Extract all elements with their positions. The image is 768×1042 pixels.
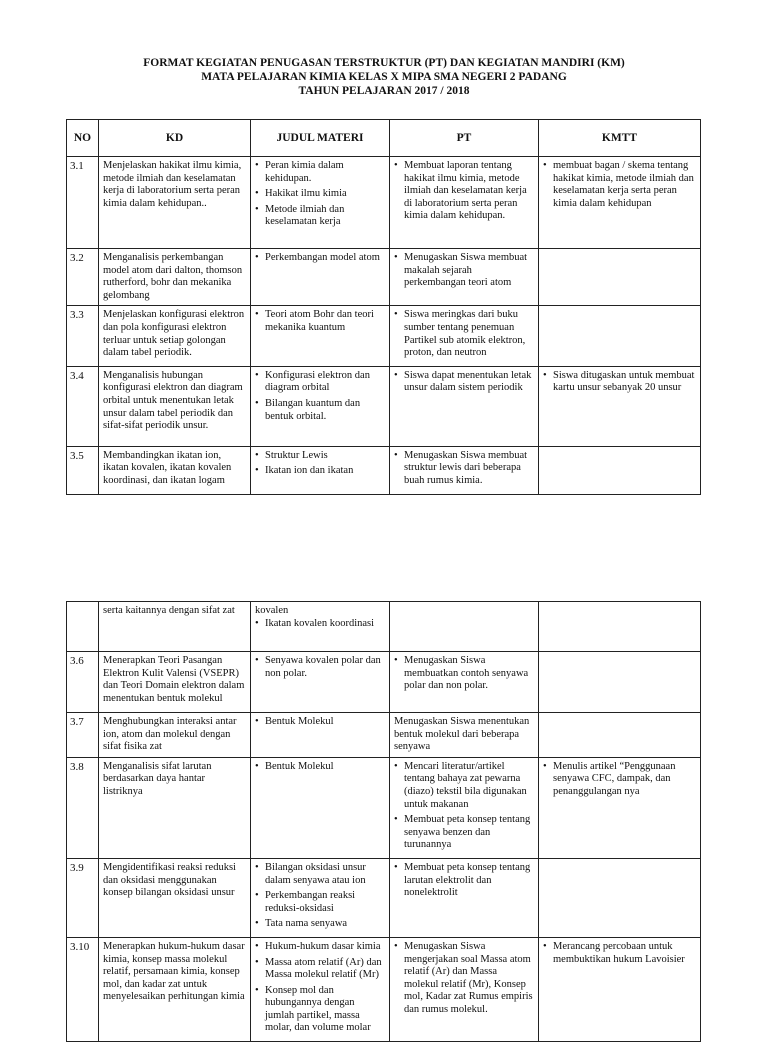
table-row xyxy=(67,652,701,713)
list-item: • Menugaskan Siswa membuat makalah sejarah perkembangan teori atom xyxy=(394,252,534,290)
cell-pt xyxy=(390,602,539,652)
cell-pt xyxy=(390,652,539,713)
cell-materi xyxy=(251,249,390,306)
title-line-1: FORMAT KEGIATAN PENUGASAN TERSTRUKTUR (PT) DAN KEGIATAN MANDIRI (KM) xyxy=(143,57,625,69)
list-item: • Mencari literatur/artikel tentang bahaya zat pewarna (diazo) tekstil bila digunakan untuk makanan xyxy=(394,761,534,811)
list-item: • Teori atom Bohr dan teori mekanika kuantum xyxy=(255,309,385,334)
cell-no: 3.10 xyxy=(67,937,99,1041)
assignment-table-page-2 xyxy=(66,601,701,1042)
list-item: • Bentuk Molekul xyxy=(255,761,385,774)
list-item: • Bilangan oksidasi unsur dalam senyawa atau ion xyxy=(255,862,385,887)
list-item: • Senyawa kovalen polar dan non polar. xyxy=(255,655,385,680)
materi-list xyxy=(255,450,385,478)
cell-materi xyxy=(251,366,390,446)
title-line-3: TAHUN PELAJARAN 2017 / 2018 xyxy=(298,85,470,97)
cell-kmtt xyxy=(539,757,701,858)
table-row xyxy=(67,713,701,758)
cell-no: 3.4 xyxy=(67,366,99,446)
table-row xyxy=(67,602,701,652)
kmtt-list xyxy=(543,160,696,210)
cell-materi xyxy=(251,757,390,858)
cell-materi xyxy=(251,652,390,713)
cell-no: 3.9 xyxy=(67,858,99,937)
materi-text: kovalen xyxy=(255,605,289,616)
cell-kd: Menjelaskan hakikat ilmu kimia, metode ilmiah dan keselamatan kerja di laboratorium serta peran kimia dalam kehidupan.. xyxy=(99,157,251,249)
list-item: • Menulis artikel “Penggunaan senyawa CFC, dampak, dan penanggulangan nya xyxy=(543,761,696,799)
cell-materi xyxy=(251,858,390,937)
cell-no: 3.5 xyxy=(67,446,99,494)
cell-materi xyxy=(251,446,390,494)
materi-list xyxy=(255,761,385,774)
cell-pt xyxy=(390,306,539,366)
list-item: • Peran kimia dalam kehidupan. xyxy=(255,160,385,185)
pt-list xyxy=(394,941,534,1017)
cell-pt xyxy=(390,858,539,937)
cell-no: 3.3 xyxy=(67,306,99,366)
header-no: NO xyxy=(67,120,99,157)
cell-pt xyxy=(390,157,539,249)
kmtt-list xyxy=(543,370,696,395)
table-row xyxy=(67,937,701,1041)
cell-kmtt xyxy=(539,713,701,758)
cell-kd: Menghubungkan interaksi antar ion, atom dan molekul dengan sifat fisika zat xyxy=(99,713,251,758)
cell-kmtt xyxy=(539,446,701,494)
pt-list xyxy=(394,450,534,488)
list-item: • Bentuk Molekul xyxy=(255,716,385,729)
table-row xyxy=(67,757,701,858)
header-pt: PT xyxy=(390,120,539,157)
list-item: • Bilangan kuantum dan bentuk orbital. xyxy=(255,398,385,423)
cell-kmtt xyxy=(539,858,701,937)
list-item: • Membuat laporan tentang hakikat ilmu kimia, metode ilmiah dan keselamatan kerja di laboratorium serta peran kimia dalam kehidupan. xyxy=(394,160,534,223)
cell-pt xyxy=(390,249,539,306)
materi-list xyxy=(255,862,385,931)
list-item: • Menugaskan Siswa membuatkan contoh senyawa polar dan non polar. xyxy=(394,655,534,693)
cell-kd: Menerapkan Teori Pasangan Elektron Kulit Valensi (VSEPR) dan Teori Domain elektron dalam menentukan bentuk molekul xyxy=(99,652,251,713)
cell-no: 3.1 xyxy=(67,157,99,249)
cell-pt xyxy=(390,713,539,758)
table-row xyxy=(67,446,701,494)
cell-kmtt xyxy=(539,249,701,306)
header-kmtt: KMTT xyxy=(539,120,701,157)
table-row xyxy=(67,249,701,306)
materi-list xyxy=(255,716,385,729)
kmtt-list xyxy=(543,941,696,966)
kmtt-list xyxy=(543,761,696,799)
list-item: • Merancang percobaan untuk membuktikan hukum Lavoisier xyxy=(543,941,696,966)
list-item: • Konfigurasi elektron dan diagram orbital xyxy=(255,370,385,395)
list-item: • Hukum-hukum dasar kimia xyxy=(255,941,385,954)
cell-kd: Menjelaskan konfigurasi elektron dan pola konfigurasi elektron terluar untuk setiap golongan dalam tabel periodik. xyxy=(99,306,251,366)
cell-kmtt xyxy=(539,602,701,652)
materi-list xyxy=(255,941,385,1035)
materi-list xyxy=(255,160,385,229)
cell-kd: serta kaitannya dengan sifat zat xyxy=(99,602,251,652)
cell-materi xyxy=(251,713,390,758)
cell-pt xyxy=(390,446,539,494)
list-item: • Ikatan kovalen koordinasi xyxy=(255,618,385,631)
list-item: • Struktur Lewis xyxy=(255,450,385,463)
list-item: • Konsep mol dan hubungannya dengan jumlah partikel, massa molar, dan volume molar xyxy=(255,985,385,1035)
list-item: • Perkembangan model atom xyxy=(255,252,385,265)
header-judul-materi: JUDUL MATERI xyxy=(251,120,390,157)
cell-kd: Mengidentifikasi reaksi reduksi dan oksidasi menggunakan konsep bilangan oksidasi unsur xyxy=(99,858,251,937)
list-item: • Tata nama senyawa xyxy=(255,918,385,931)
document-title xyxy=(0,56,768,98)
list-item: • Siswa meringkas dari buku sumber tentang penemuan Partikel sub atomik elektron, proton, dan neutron xyxy=(394,309,534,359)
cell-kmtt xyxy=(539,157,701,249)
cell-kmtt xyxy=(539,937,701,1041)
cell-no: 3.6 xyxy=(67,652,99,713)
table-row xyxy=(67,858,701,937)
pt-text: Menugaskan Siswa menentukan bentuk molekul dari beberapa senyawa xyxy=(394,716,530,753)
cell-kd: Menerapkan hukum-hukum dasar kimia, konsep massa molekul relatif, persamaan kimia, konsep mol, dan kadar zat untuk menyelesaikan perhitungan kimia xyxy=(99,937,251,1041)
title-line-2: MATA PELAJARAN KIMIA KELAS X MIPA SMA NEGERI 2 PADANG xyxy=(201,71,567,83)
cell-kd: Membandingkan ikatan ion, ikatan kovalen, ikatan kovalen koordinasi, dan ikatan logam xyxy=(99,446,251,494)
cell-no: 3.2 xyxy=(67,249,99,306)
list-item: • Membuat peta konsep tentang larutan elektrolit dan nonelektrolit xyxy=(394,862,534,900)
header-kd: KD xyxy=(99,120,251,157)
cell-pt xyxy=(390,757,539,858)
pt-list xyxy=(394,252,534,290)
pt-list xyxy=(394,655,534,693)
table-row xyxy=(67,306,701,366)
pt-list xyxy=(394,862,534,900)
pt-list xyxy=(394,761,534,852)
cell-kmtt xyxy=(539,652,701,713)
pt-list xyxy=(394,309,534,359)
cell-pt xyxy=(390,366,539,446)
list-item: • Ikatan ion dan ikatan xyxy=(255,465,385,478)
materi-list xyxy=(255,655,385,680)
cell-no: 3.7 xyxy=(67,713,99,758)
cell-kd: Menganalisis sifat larutan berdasarkan daya hantar listriknya xyxy=(99,757,251,858)
list-item: • Menugaskan Siswa membuat struktur lewis dari beberapa buah rumus kimia. xyxy=(394,450,534,488)
cell-materi xyxy=(251,306,390,366)
materi-list xyxy=(255,618,385,631)
list-item: • Menugaskan Siswa mengerjakan soal Massa atom relatif (Ar) dan Massa molekul relatif (Mr), Konsep mol, Kadar zat Rumus empiris dan rumus molekul. xyxy=(394,941,534,1017)
list-item: • Perkembangan reaksi reduksi-oksidasi xyxy=(255,890,385,915)
list-item: • Siswa ditugaskan untuk membuat kartu unsur sebanyak 20 unsur xyxy=(543,370,696,395)
list-item: • Membuat peta konsep tentang senyawa benzen dan turunannya xyxy=(394,814,534,852)
cell-materi xyxy=(251,157,390,249)
cell-no xyxy=(67,602,99,652)
table-row xyxy=(67,157,701,249)
materi-list xyxy=(255,309,385,334)
cell-no: 3.8 xyxy=(67,757,99,858)
cell-kd: Menganalisis perkembangan model atom dari dalton, thomson rutherford, bohr dan mekanika gelombang xyxy=(99,249,251,306)
cell-kmtt xyxy=(539,366,701,446)
cell-kd: Menganalisis hubungan konfigurasi elektron dan diagram orbital untuk menentukan letak unsur dalam tabel periodik dan sifat-sifat periodik unsur. xyxy=(99,366,251,446)
cell-materi xyxy=(251,937,390,1041)
pt-list xyxy=(394,160,534,223)
cell-kmtt xyxy=(539,306,701,366)
list-item: • membuat bagan / skema tentang hakikat kimia, metode ilmiah dan keselamatan kerja serta peran kimia dalam kehidupan xyxy=(543,160,696,210)
cell-pt xyxy=(390,937,539,1041)
pt-list xyxy=(394,370,534,395)
list-item: • Hakikat ilmu kimia xyxy=(255,188,385,201)
cell-materi xyxy=(251,602,390,652)
materi-list xyxy=(255,370,385,423)
list-item: • Metode ilmiah dan keselamatan kerja xyxy=(255,204,385,229)
assignment-table-page-1 xyxy=(66,119,701,495)
list-item: • Massa atom relatif (Ar) dan Massa molekul relatif (Mr) xyxy=(255,957,385,982)
list-item: • Siswa dapat menentukan letak unsur dalam sistem periodik xyxy=(394,370,534,395)
materi-list xyxy=(255,252,385,265)
table-row xyxy=(67,366,701,446)
